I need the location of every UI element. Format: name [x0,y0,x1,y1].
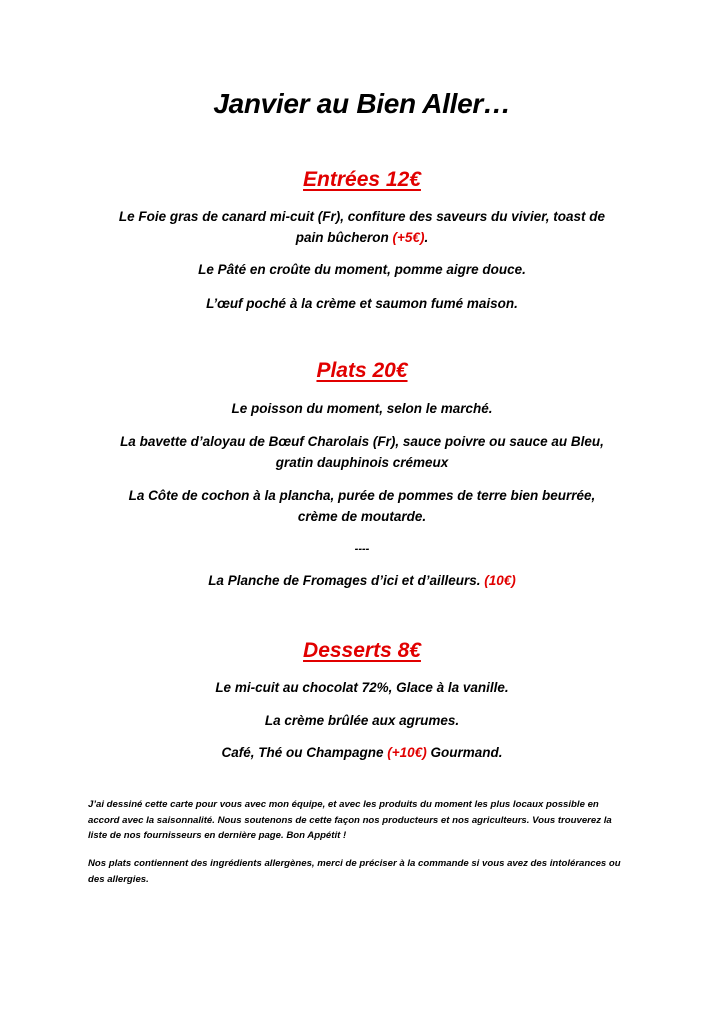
plats-heading: Plats 20€ [316,359,408,382]
plat-item-cote-cochon [80,485,644,527]
plat-item-cote-cochon-line1: La Côte de cochon à la plancha, purée de pommes de terre bien beurrée, [128,488,596,503]
entree-item-foie-gras-end: . [424,230,429,245]
plat-item-bavette-line1: La bavette d’aloyau de Bœuf Charolais (Fr), sauce poivre ou sauce au Bleu, [120,434,604,449]
plat-separator: ---- [354,543,370,555]
plat-item-fromages [80,570,644,591]
entree-item-foie-gras [80,206,644,248]
entree-item-foie-gras-supplement: (+5€) [392,230,425,245]
dessert-item-creme-brulee: La crème brûlée aux agrumes. [264,713,460,728]
entree-item-foie-gras-line2: pain bûcheron [295,230,393,245]
desserts-heading: Desserts 8€ [303,639,421,662]
dessert-item-cafe [80,742,644,763]
dessert-item-cafe-supplement: (+10€) [387,745,427,760]
entrees-heading: Entrées 12€ [303,168,421,191]
plat-item-bavette-line2: gratin dauphinois crémeux [275,455,449,470]
note-seasonality: J’ai dessiné cette carte pour vous avec mon équipe, et avec les produits du moment les plus locaux possible en accord avec la saisonnalité. Nous soutenons de cette façon nos producteurs et nos agriculteurs. Vous trouverez la liste de nos fournisseurs en dernière page. Bon Appétit ! [88,799,612,841]
menu-title: Janvier au Bien Aller… [213,88,511,119]
entree-item-pate: Le Pâté en croûte du moment, pomme aigre douce. [198,262,526,277]
plat-item-bavette [80,431,644,473]
plat-item-cote-cochon-line2: crème de moutarde. [297,509,427,524]
entree-item-oeuf: L’œuf poché à la crème et saumon fumé maison. [206,296,518,311]
dessert-item-mi-cuit: Le mi-cuit au chocolat 72%, Glace à la vanille. [215,680,509,695]
plat-item-fromages-price: (10€) [484,573,516,588]
dessert-item-cafe-end: Gourmand. [426,745,503,760]
plat-item-fromages-text: La Planche de Fromages d’ici et d’ailleurs. [208,573,485,588]
plat-item-poisson: Le poisson du moment, selon le marché. [231,401,493,416]
note-allergens: Nos plats contiennent des ingrédients allergènes, merci de préciser à la commande si vous avez des intolérances ou des allergies. [88,858,621,885]
entree-item-foie-gras-line1: Le Foie gras de canard mi-cuit (Fr), confiture des saveurs du vivier, toast de [118,209,606,224]
dessert-item-cafe-text: Café, Thé ou Champagne [221,745,388,760]
